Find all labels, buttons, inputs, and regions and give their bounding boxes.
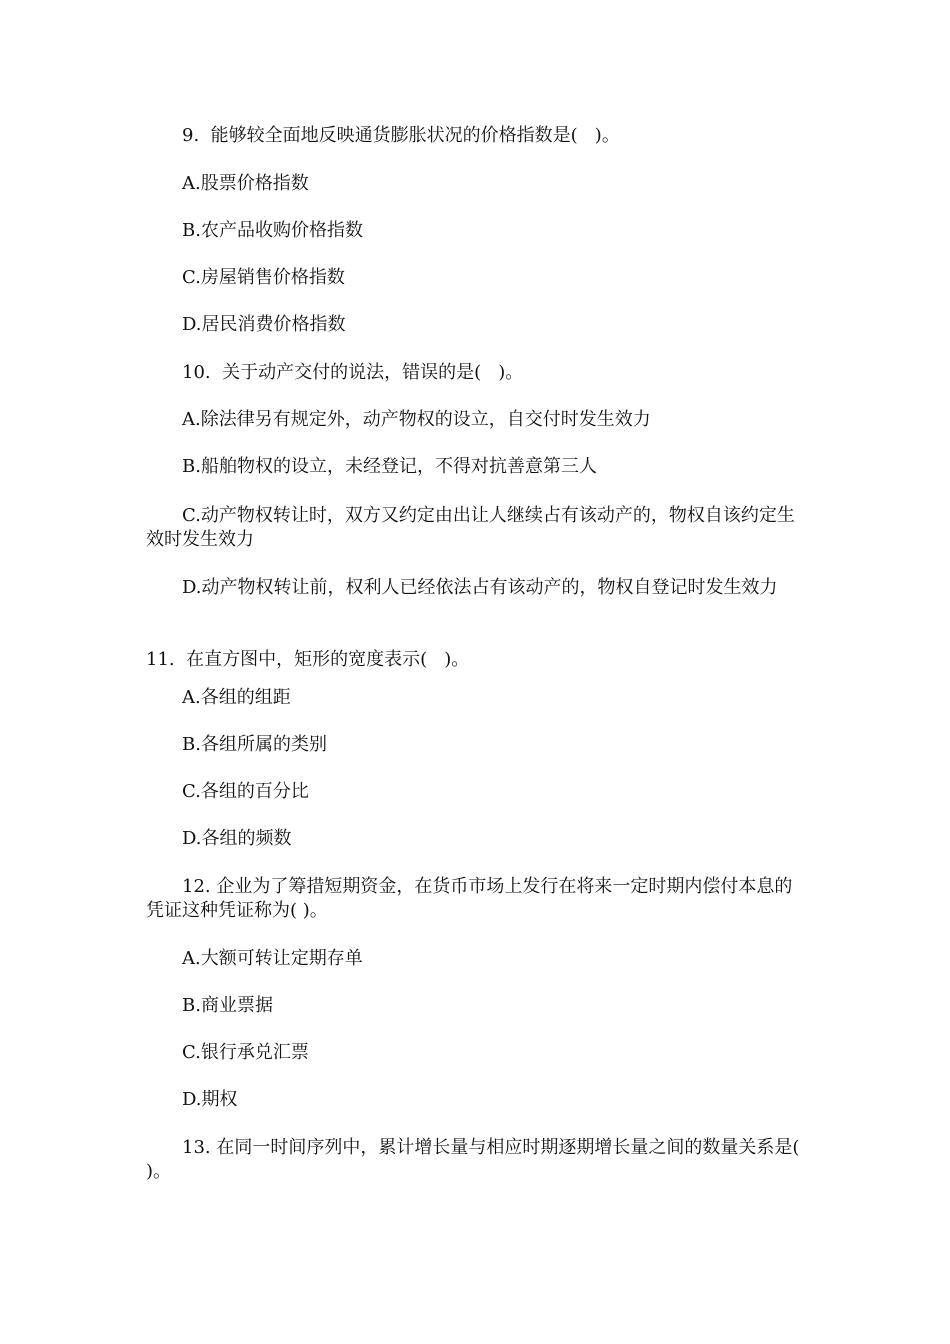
question-12-option-d: D.期权 (182, 1089, 238, 1110)
question-9-option-a: A.股票价格指数 (182, 173, 309, 194)
question-11-stem: 11. 在直方图中，矩形的宽度表示( )。 (146, 649, 470, 670)
question-13-stem: 13. 在同一时间序列中，累计增长量与相应时期逐期增长量之间的数量关系是( )。 (146, 1137, 800, 1182)
question-9-option-b: B.农产品收购价格指数 (182, 220, 363, 241)
question-12-option-b: B.商业票据 (182, 995, 273, 1016)
question-11-option-a: A.各组的组距 (182, 687, 291, 708)
question-11-option-c: C.各组的百分比 (182, 781, 309, 802)
question-10-stem: 10. 关于动产交付的说法，错误的是( )。 (182, 362, 524, 383)
question-10-option-c: C.动产物权转让时，双方又约定由出让人继续占有该动产的，物权自该约定生效时发生效力 (146, 505, 795, 550)
question-12-option-a: A.大额可转让定期存单 (182, 948, 363, 969)
question-12-stem: 12. 企业为了筹措短期资金，在货币市场上发行在将来一定时期内偿付本息的凭证这种凭证称为( )。 (146, 876, 793, 921)
question-10-option-b: B.船舶物权的设立，未经登记，不得对抗善意第三人 (182, 456, 597, 477)
question-9-stem: 9. 能够较全面地反映通货膨胀状况的价格指数是( )。 (182, 125, 620, 146)
question-12-option-c: C.银行承兑汇票 (182, 1042, 309, 1063)
question-11-option-d: D.各组的频数 (182, 828, 292, 849)
question-10-option-a: A.除法律另有规定外，动产物权的设立，自交付时发生效力 (182, 409, 651, 430)
question-10-option-d: D.动产物权转让前，权利人已经依法占有该动产的，物权自登记时发生效力 (182, 577, 778, 598)
question-9-option-d: D.居民消费价格指数 (182, 314, 346, 335)
question-9-option-c: C.房屋销售价格指数 (182, 267, 345, 288)
question-11-option-b: B.各组所属的类别 (182, 734, 327, 755)
